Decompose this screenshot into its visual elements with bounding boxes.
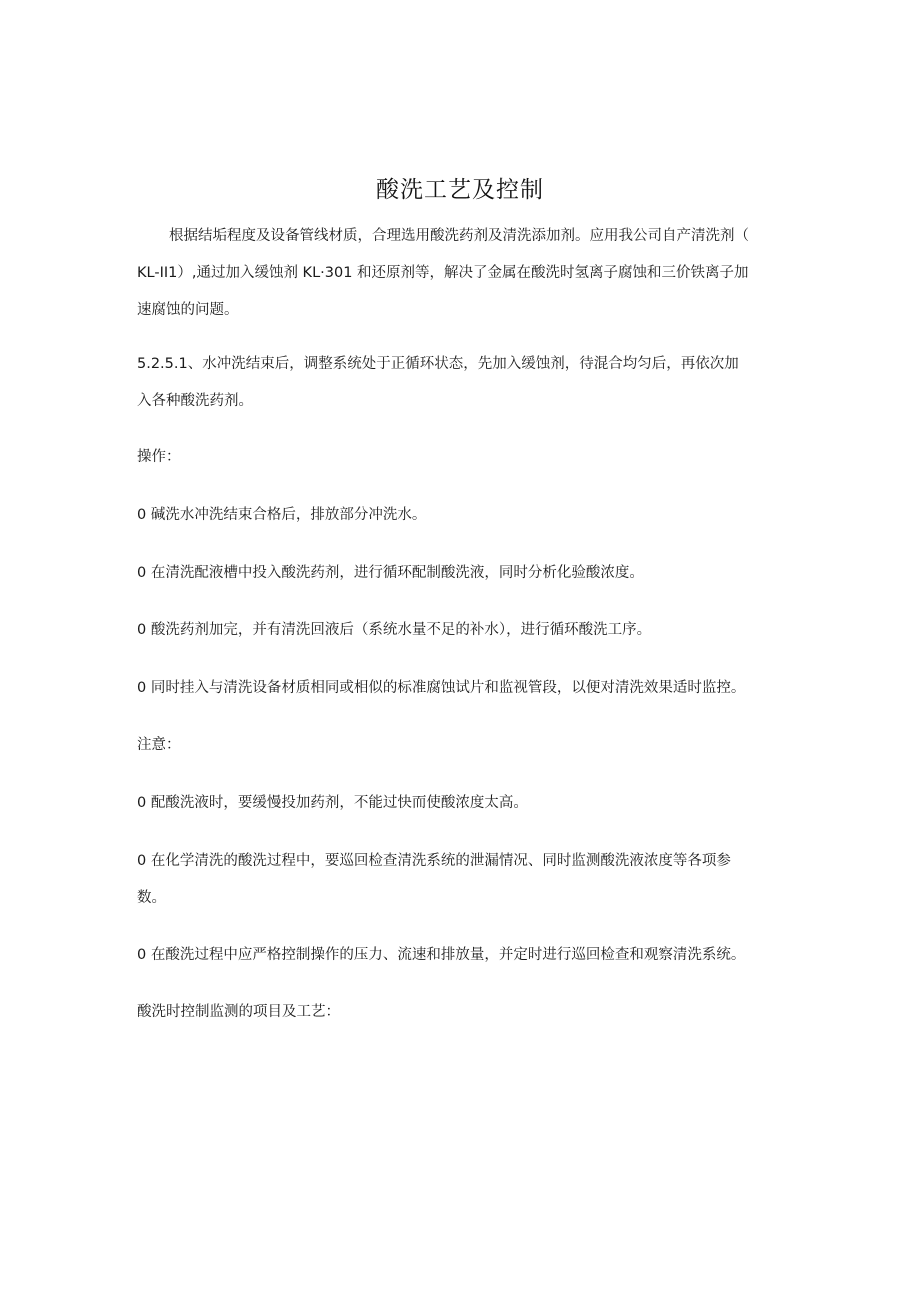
operation-item-4: 0 同时挂入与清洗设备材质相同或相似的标准腐蚀试片和监视管段，以便对清洗效果适时监控。	[137, 680, 746, 696]
notice-item-1: 0 配酸洗液时，要缓慢投加药剂，不能过快而使酸浓度太高。	[137, 795, 528, 811]
intro-paragraph	[137, 218, 785, 329]
section-paragraph	[137, 346, 785, 420]
intro-line-1: 根据结垢程度及设备管线材质，合理选用酸洗药剂及清洗添加剂。应用我公司自产清洗剂（	[169, 228, 749, 244]
section-line-1: 5.2.5.1、水冲洗结束后，调整系统处于正循环状态，先加入缓蚀剂，待混合均匀后，再依次加	[137, 356, 739, 372]
document-title: 酸洗工艺及控制	[376, 177, 544, 203]
operation-item-2: 0 在清洗配液槽中投入酸洗药剂，进行循环配制酸洗液，同时分析化验酸浓度。	[137, 565, 644, 581]
footer-heading: 酸洗时控制监测的项目及工艺：	[137, 1004, 340, 1020]
section-line-2: 入各种酸洗药剂。	[137, 393, 253, 409]
operation-label: 操作：	[137, 449, 181, 465]
operation-item-3: 0 酸洗药剂加完，并有清洗回液后（系统水量不足的补水），进行循环酸洗工序。	[137, 622, 652, 638]
notice-item-2	[137, 843, 785, 917]
notice-item-2-line-1: 0 在化学清洗的酸洗过程中，要巡回检查清洗系统的泄漏情况、同时监测酸洗液浓度等各项参	[137, 853, 731, 869]
intro-line-2: KL-II1）,通过加入缓蚀剂 KL·301 和还原剂等，解决了金属在酸洗时氢离子腐蚀和三价铁离子加	[137, 265, 749, 281]
notice-item-2-line-2: 数。	[137, 890, 166, 906]
intro-line-3: 速腐蚀的问题。	[137, 302, 239, 318]
notice-label: 注意：	[137, 737, 181, 753]
notice-item-3: 0 在酸洗过程中应严格控制操作的压力、流速和排放量，并定时进行巡回检查和观察清洗系统。	[137, 947, 746, 963]
operation-item-1: 0 碱洗水冲洗结束合格后，排放部分冲洗水。	[137, 507, 427, 523]
